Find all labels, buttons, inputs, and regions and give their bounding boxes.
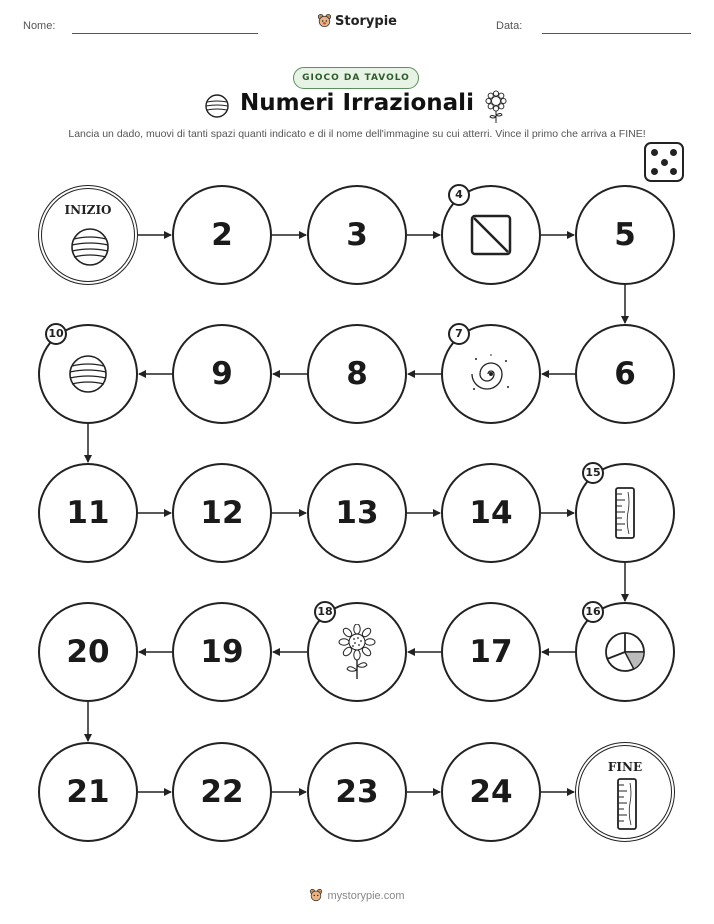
board-space-25 (575, 742, 675, 842)
board-space-12 (172, 463, 272, 563)
board-space-5 (575, 185, 675, 285)
space-tag-number: 10 (45, 323, 67, 345)
board-space-11 (38, 463, 138, 563)
brand-name: Storypie (335, 14, 397, 29)
space-tag-number: 18 (314, 601, 336, 623)
board-space-23 (307, 742, 407, 842)
square-diagonal-icon (469, 213, 513, 261)
category-badge: GIOCO DA TAVOLO (293, 67, 419, 89)
space-tag-number: 4 (448, 184, 470, 206)
date-label: Data: (496, 20, 523, 32)
board-space-19 (172, 602, 272, 702)
board-space-14 (441, 463, 541, 563)
planet-icon (67, 353, 109, 399)
board-space-9 (172, 324, 272, 424)
space-number: 8 (346, 356, 368, 392)
board-space-1 (38, 185, 138, 285)
space-number: 23 (335, 774, 379, 810)
space-number: 24 (469, 774, 513, 810)
space-tag-number: 7 (448, 323, 470, 345)
space-number: 17 (469, 634, 513, 670)
space-number: 12 (200, 495, 244, 531)
space-number: 22 (200, 774, 244, 810)
board-space-20 (38, 602, 138, 702)
board-space-22 (172, 742, 272, 842)
pie-chart-icon (602, 629, 648, 679)
space-number: 13 (335, 495, 379, 531)
sunflower-icon (337, 624, 377, 684)
galaxy-icon (468, 351, 514, 401)
board-space-21 (38, 742, 138, 842)
board-space-8 (307, 324, 407, 424)
space-number: 9 (211, 356, 233, 392)
space-label: FINE (607, 760, 643, 774)
board-space-3 (307, 185, 407, 285)
ruler-icon (616, 777, 638, 835)
board-space-6 (575, 324, 675, 424)
name-label: Nome: (23, 20, 56, 32)
board-space-17 (441, 602, 541, 702)
space-number: 19 (200, 634, 244, 670)
space-number: 20 (66, 634, 110, 670)
space-tag-number: 15 (582, 462, 604, 484)
footer-url: mystorypie.com (327, 890, 405, 902)
board-space-2 (172, 185, 272, 285)
space-number: 14 (469, 495, 513, 531)
space-number: 11 (66, 495, 110, 531)
space-number: 2 (211, 217, 233, 253)
space-number: 21 (66, 774, 110, 810)
bear-icon (309, 890, 327, 902)
footer (0, 888, 714, 902)
board-space-24 (441, 742, 541, 842)
board-space-13 (307, 463, 407, 563)
instructions: Lancia un dado, muovi di tanti spazi quanti indicato e di il nome dell'immagine su cui atterri. Vince il primo che arriva a FINE! (68, 128, 646, 140)
space-number: 6 (614, 356, 636, 392)
page-title: Numeri Irrazionali (240, 90, 474, 116)
space-label: INIZIO (64, 203, 112, 217)
planet-icon (69, 226, 111, 272)
space-number: 5 (614, 217, 636, 253)
ruler-icon (614, 486, 636, 544)
space-tag-number: 16 (582, 601, 604, 623)
space-number: 3 (346, 217, 368, 253)
